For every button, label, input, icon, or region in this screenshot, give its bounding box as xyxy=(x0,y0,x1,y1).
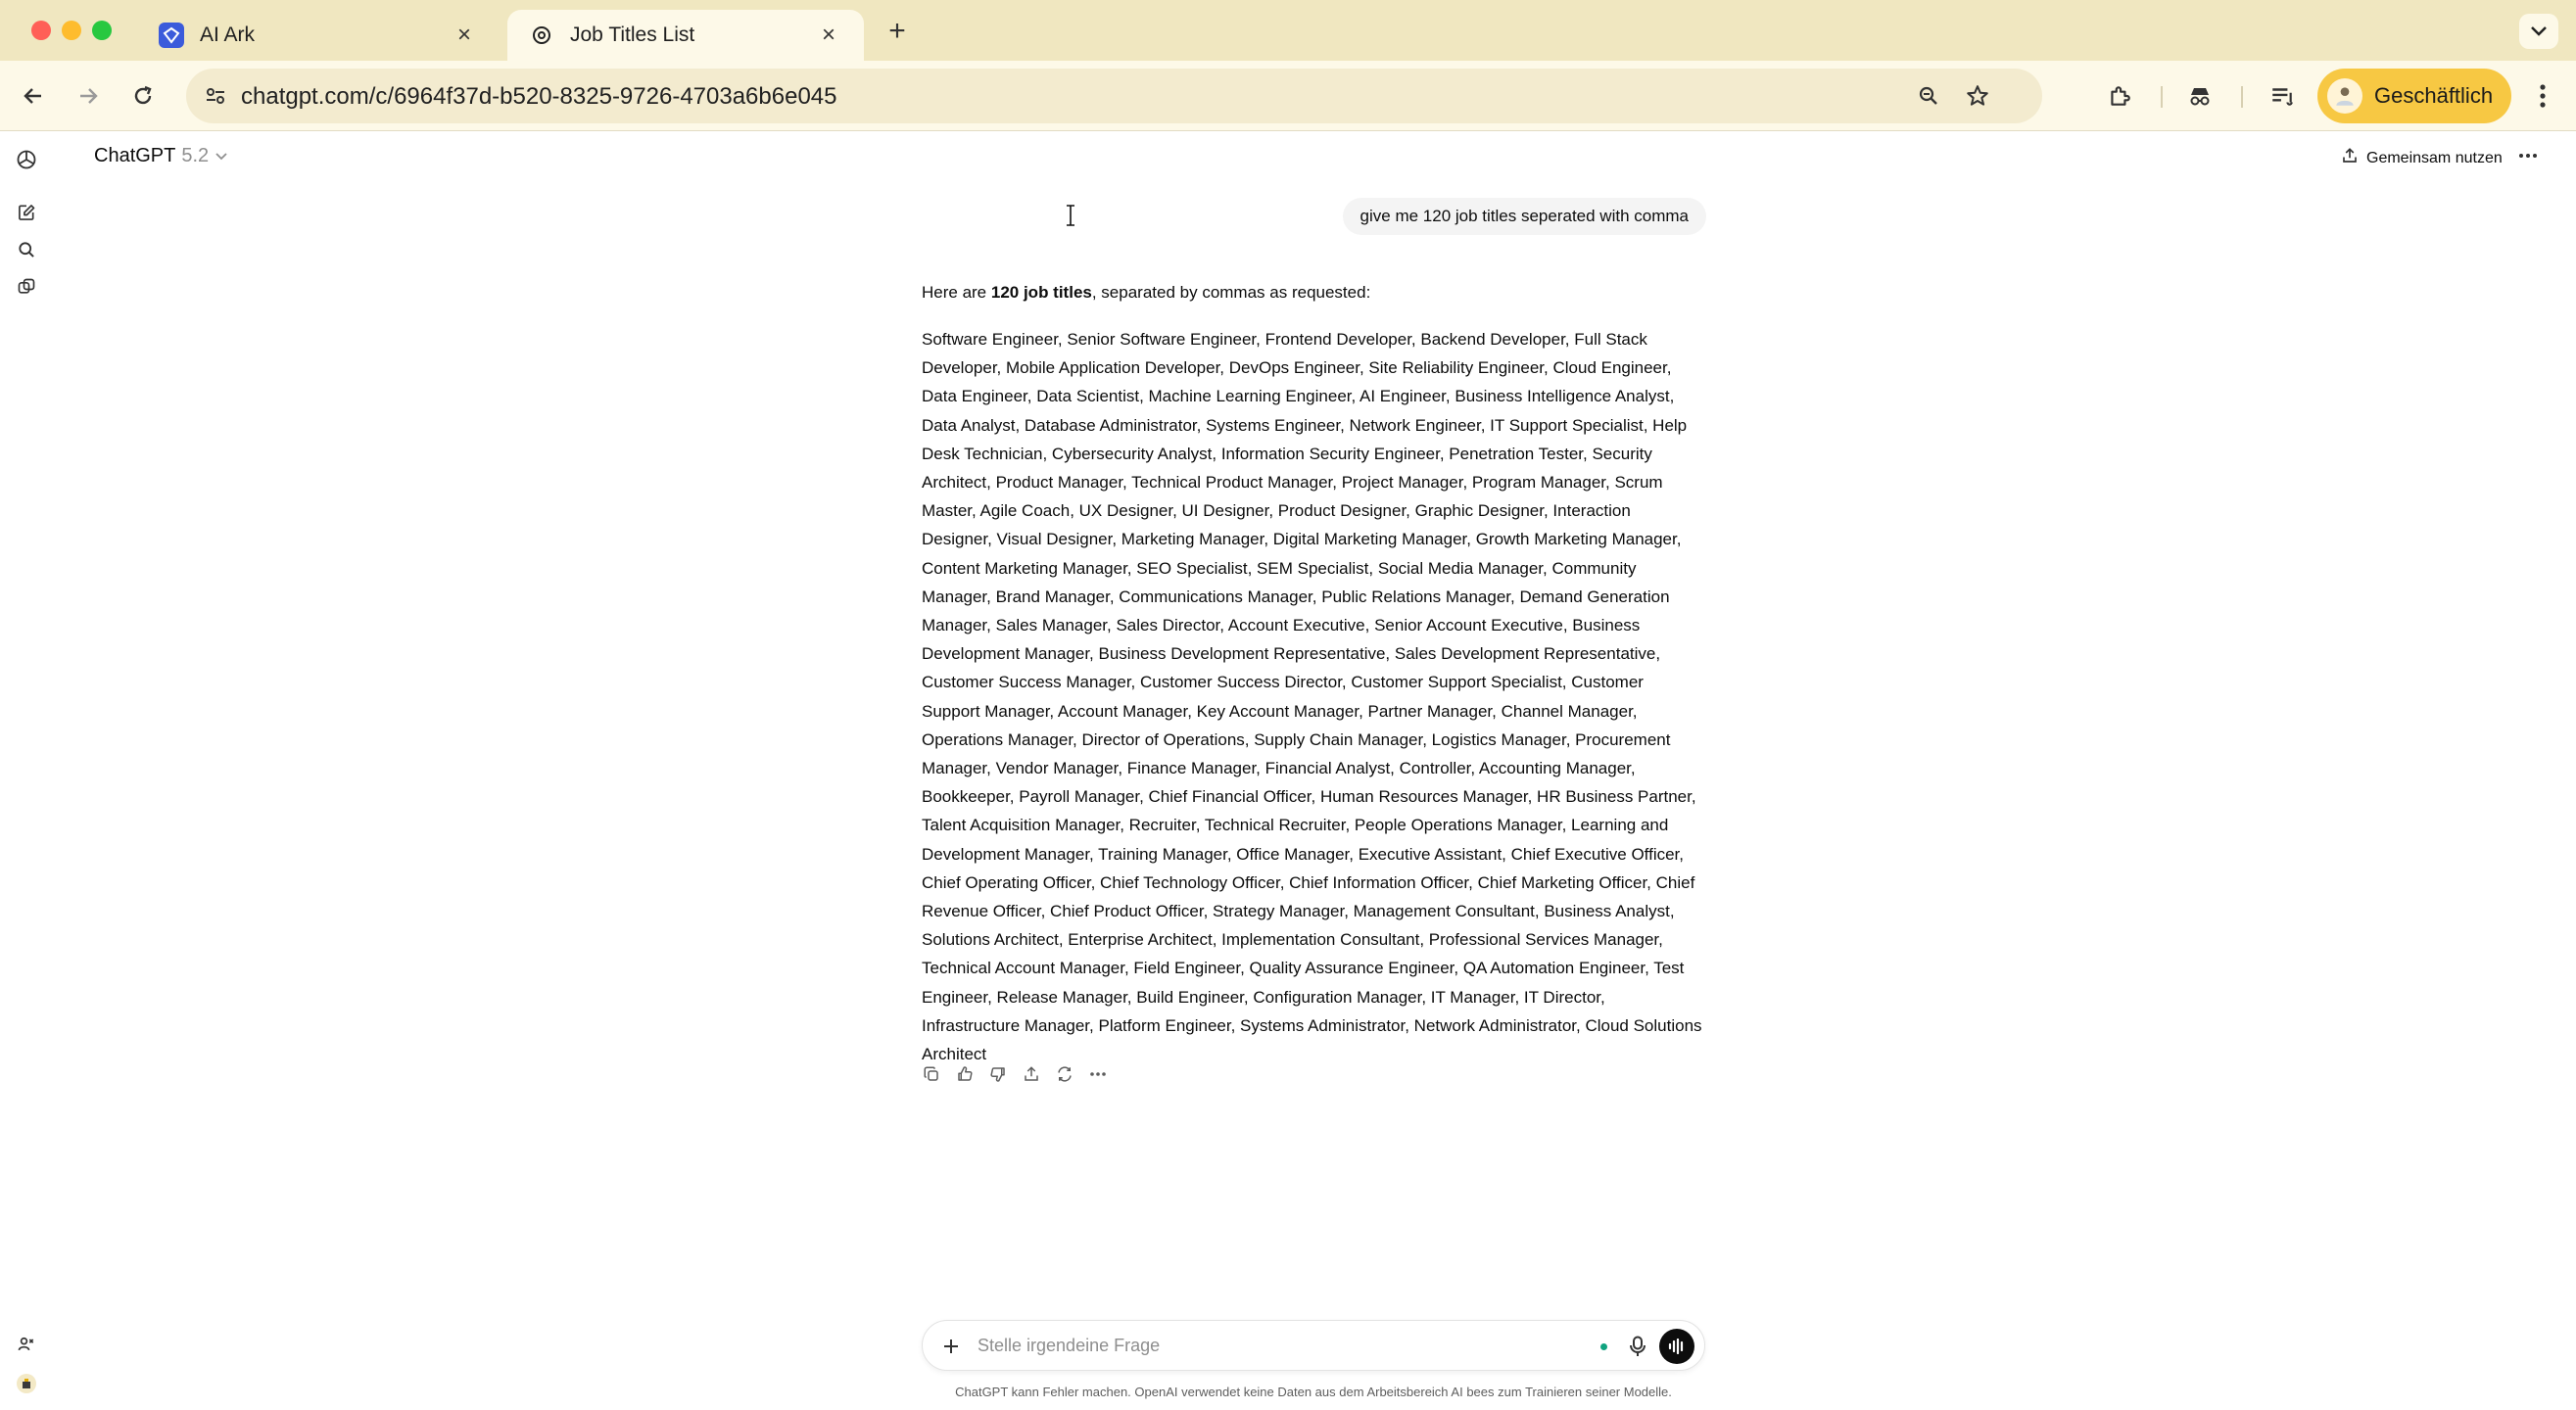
bookmark-star-icon[interactable] xyxy=(1962,80,1993,112)
chatgpt-app xyxy=(0,131,2576,1410)
extensions-puzzle-icon[interactable] xyxy=(2102,78,2137,114)
conversation-options-icon[interactable] xyxy=(2513,141,2543,170)
profile-button[interactable] xyxy=(2317,69,2511,123)
user-message: give me 120 job titles seperated with comma xyxy=(1343,198,1706,235)
window-minimize-button[interactable] xyxy=(62,21,81,40)
message-actions xyxy=(919,1061,1111,1087)
intro-bold: 120 job titles xyxy=(990,283,1092,302)
openai-logo-icon[interactable] xyxy=(12,145,41,174)
thumbs-up-icon[interactable] xyxy=(952,1061,978,1087)
prompt-input[interactable]: Stelle irgendeine Frage xyxy=(978,1336,1161,1355)
avatar xyxy=(2327,78,2362,114)
library-icon[interactable] xyxy=(12,272,41,302)
tab-close-icon[interactable]: × xyxy=(456,22,471,48)
add-attachment-icon[interactable] xyxy=(938,1334,964,1359)
window-zoom-button[interactable] xyxy=(92,21,112,40)
tab-search-chevron-icon[interactable] xyxy=(2519,14,2558,49)
model-version: 5.2 xyxy=(181,145,210,166)
voice-mode-button[interactable] xyxy=(1659,1329,1694,1364)
url-text[interactable]: chatgpt.com/c/6964f37d-b520-8325-9726-4703a6b6e045 xyxy=(241,83,837,110)
new-tab-button[interactable]: + xyxy=(888,15,906,47)
workspace-avatar-icon[interactable] xyxy=(12,1369,41,1398)
thumbs-down-icon[interactable] xyxy=(985,1061,1011,1087)
text-cursor-icon xyxy=(1064,204,1077,227)
disclaimer-text: ChatGPT kann Fehler machen. OpenAI verwendet keine Daten aus dem Arbeitsbereich AI bees zum Trainieren seiner Modelle. xyxy=(955,1385,1672,1399)
profile-label: Geschäftlich xyxy=(2374,83,2494,108)
tab-title: Job Titles List xyxy=(570,24,695,46)
browser-tab-job-titles[interactable] xyxy=(507,10,864,61)
model-name: ChatGPT xyxy=(94,145,176,166)
forward-arrow-icon[interactable] xyxy=(69,76,108,116)
back-arrow-icon[interactable] xyxy=(14,76,53,116)
window-close-button[interactable] xyxy=(31,21,51,40)
address-bar[interactable] xyxy=(186,69,2042,123)
search-chats-icon[interactable] xyxy=(12,235,41,264)
chatgpt-favicon-icon xyxy=(529,23,554,48)
browser-menu-icon[interactable] xyxy=(2525,78,2560,114)
more-icon[interactable] xyxy=(1085,1061,1111,1087)
browser-tab-bar xyxy=(0,0,2576,61)
media-controls-icon[interactable] xyxy=(2265,78,2300,114)
status-dot-icon xyxy=(1600,1343,1607,1350)
site-info-icon[interactable] xyxy=(198,78,233,114)
share-button[interactable] xyxy=(2341,147,2503,169)
intro-prefix: Here are xyxy=(922,283,991,302)
share-label: Gemeinsam nutzen xyxy=(2366,149,2503,166)
microphone-icon[interactable] xyxy=(1624,1333,1651,1360)
toolbar-divider xyxy=(2161,86,2163,108)
invite-members-icon[interactable] xyxy=(12,1330,41,1359)
browser-tab-ai-ark[interactable] xyxy=(137,10,500,61)
share-icon xyxy=(2341,147,2359,169)
new-chat-icon[interactable] xyxy=(12,198,41,227)
prompt-composer[interactable] xyxy=(922,1320,1705,1371)
chevron-down-icon xyxy=(215,145,228,167)
model-selector[interactable] xyxy=(94,145,228,167)
assistant-intro xyxy=(922,280,1705,306)
copy-icon[interactable] xyxy=(919,1061,944,1087)
share-icon[interactable] xyxy=(1019,1061,1044,1087)
zoom-icon[interactable] xyxy=(1913,80,1944,112)
intro-suffix: , separated by commas as requested: xyxy=(1091,283,1371,302)
ai-ark-favicon-icon xyxy=(159,23,184,48)
assistant-message xyxy=(922,280,1705,1068)
tab-close-icon[interactable]: × xyxy=(821,22,835,48)
reload-icon[interactable] xyxy=(123,76,163,116)
toolbar-divider xyxy=(2241,86,2243,108)
browser-toolbar xyxy=(0,61,2576,131)
tab-title: AI Ark xyxy=(200,24,256,46)
incognito-icon[interactable] xyxy=(2182,78,2218,114)
job-titles-list: Software Engineer, Senior Software Engineer, Frontend Developer, Backend Developer, Full Stack Developer, Mobile Application Developer, DevOps Engineer, Site Reliability Engineer, Cloud Engineer, Data Engineer, Data Scientist, Machine Learning Engineer, AI Engineer, Business Intelligence Analyst, Data Analyst, Database Administrator, Systems Engineer, Network Engineer, IT Support Specialist, Help Desk Technician, Cybersecurity Analyst, Information Security Engineer, Penetration Tester, Security Architect, Product Manager, Technical Product Manager, Project Manager, Program Manager, Scrum Master, Agile Coach, UX Designer, UI Designer, Product Designer, Graphic Designer, Interaction Designer, Visual Designer, Marketing Manager, Digital Marketing Manager, Growth Marketing Manager, Content Marketing Manager, SEO Specialist, SEM Specialist, Social Media Manager, Community Manager, Brand Manager, Communications Manager, Public Relations Manager, Demand Generation Manager, Sales Manager, Sales Director, Account Executive, Senior Account Executive, Business Development Manager, Business Development Representative, Sales Development Representative, Customer Success Manager, Customer Success Director, Customer Support Specialist, Customer Support Manager, Account Manager, Key Account Manager, Partner Manager, Channel Manager, Operations Manager, Director of Operations, Supply Chain Manager, Logistics Manager, Procurement Manager, Vendor Manager, Finance Manager, Financial Analyst, Controller, Accounting Manager, Bookkeeper, Payroll Manager, Chief Financial Officer, Human Resources Manager, HR Business Partner, Talent Acquisition Manager, Recruiter, Technical Recruiter, People Operations Manager, Learning and Development Manager, Training Manager, Office Manager, Executive Assistant, Chief Executive Officer, Chief Operating Officer, Chief Technology Officer, Chief Information Officer, Chief Marketing Officer, Chief Revenue Officer, Chief Product Officer, Strategy Manager, Management Consultant, Business Analyst, Solutions Architect, Enterprise Architect, Implementation Consultant, Professional Services Manager, Technical Account Manager, Field Engineer, Quality Assurance Engineer, QA Automation Engineer, Test Engineer, Release Manager, Build Engineer, Configuration Manager, IT Manager, IT Director, Infrastructure Manager, Platform Engineer, Systems Administrator, Network Administrator, Cloud Solutions Architect xyxy=(922,330,1702,1064)
regenerate-icon[interactable] xyxy=(1052,1061,1077,1087)
